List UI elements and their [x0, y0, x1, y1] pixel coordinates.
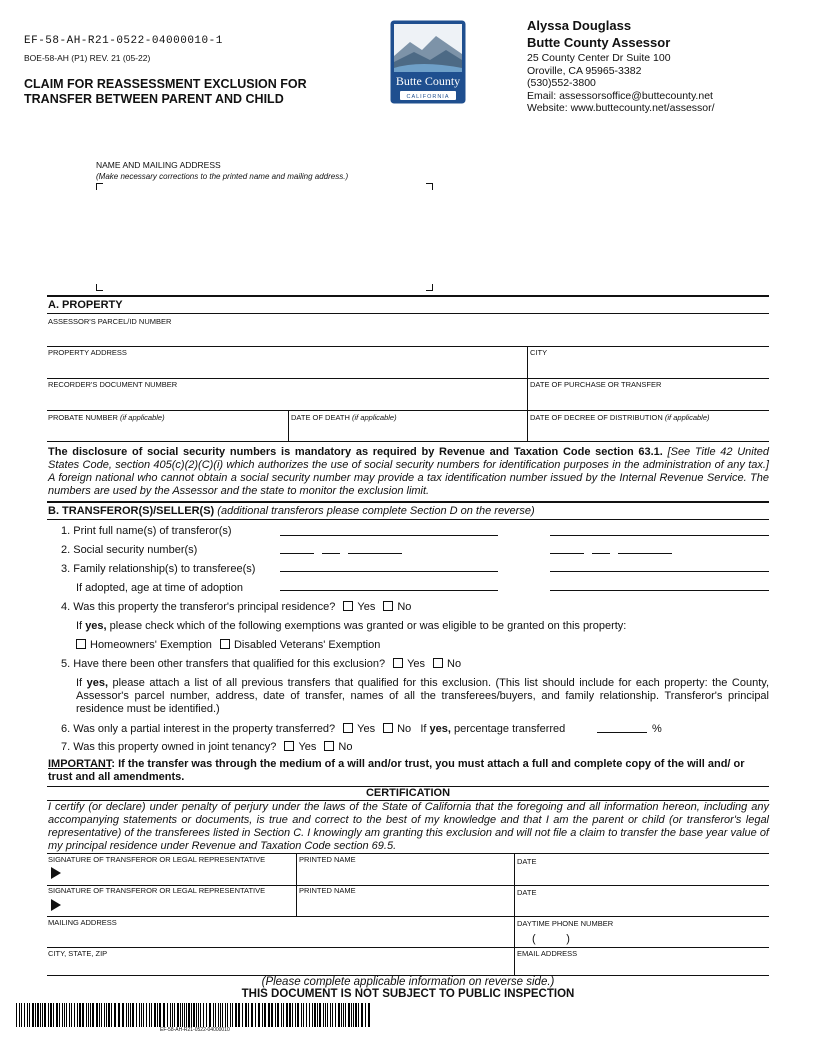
q7-yes-label: Yes: [298, 741, 317, 753]
question-4-followup: [76, 620, 626, 633]
probate-label-text: PROBATE NUMBER: [48, 413, 118, 422]
date-decree-note: (if applicable): [664, 413, 710, 422]
ssn-2-part-a[interactable]: [550, 553, 584, 554]
email-address-field[interactable]: [517, 958, 767, 974]
email-address-label: EMAIL ADDRESS: [517, 949, 578, 958]
question-3: 3. Family relationship(s) to transferee(s): [61, 563, 256, 575]
corner-mark-tr: [426, 183, 433, 190]
q6-yes-checkbox[interactable]: [343, 723, 353, 733]
date-purchase-label: DATE OF PURCHASE OR TRANSFER: [530, 380, 662, 389]
question-1: 1. Print full name(s) of transferor(s): [61, 525, 232, 537]
q6-yes-bold: yes,: [429, 723, 451, 735]
ssn-disclosure-bold: The disclosure of social security numbers is mandatory as required by Revenue and Taxation Code section 63.1.: [48, 446, 663, 458]
section-b-note: (additional transferors please complete Section D on the reverse): [214, 505, 535, 517]
ssn-2-part-c[interactable]: [618, 553, 672, 554]
printed-name-2-label: PRINTED NAME: [299, 886, 356, 895]
assessor-address2: Oroville, CA 95965-3382: [527, 64, 642, 77]
property-address-label: PROPERTY ADDRESS: [48, 348, 127, 357]
q4-no-checkbox[interactable]: [383, 601, 393, 611]
veterans-label: Disabled Veterans' Exemption: [233, 639, 381, 651]
signature-2-field[interactable]: [65, 896, 293, 915]
question-3b: If adopted, age at time of adoption: [76, 582, 243, 594]
rule: [47, 378, 769, 379]
important-label: IMPORTANT: [48, 758, 112, 770]
q6-if: If: [420, 723, 427, 735]
q4-no-label: No: [397, 601, 412, 613]
reverse-side-note: (Please complete applicable information on reverse side.): [261, 976, 555, 988]
section-b-title: [48, 505, 535, 517]
form-title-line2: TRANSFER BETWEEN PARENT AND CHILD: [24, 92, 284, 106]
ssn-disclosure: [48, 446, 769, 498]
ssn-1-part-b[interactable]: [322, 553, 340, 554]
date-2-field[interactable]: [517, 897, 767, 915]
county-logo: [390, 20, 466, 104]
rule: [47, 501, 769, 503]
document-code: EF-58-AH-R21-0522-04000010-1: [24, 35, 223, 47]
recorder-doc-label: RECORDER'S DOCUMENT NUMBER: [48, 380, 178, 389]
question-7-text: 7. Was this property owned in joint tenancy?: [61, 741, 277, 753]
phone-field[interactable]: ( ): [532, 933, 570, 945]
logo-text: Butte County: [395, 74, 461, 88]
rule: [527, 346, 528, 441]
certification-title: CERTIFICATION: [365, 787, 451, 799]
date-death-label: [291, 413, 397, 422]
question-7: [61, 741, 352, 754]
important-text: : If the transfer was through the medium of a will and/or trust, you must attach a full and complete copy of the will and/ or trust and all amendments.: [48, 758, 745, 783]
date-1-field[interactable]: [517, 866, 767, 884]
assessor-name: Alyssa Douglass: [527, 18, 632, 33]
rule: [514, 853, 515, 975]
question-6-text: 6. Was only a partial interest in the property transferred?: [61, 723, 336, 735]
city-state-zip-label: CITY, STATE, ZIP: [48, 949, 108, 958]
date-decree-label: [530, 413, 710, 422]
assessor-address1: 25 County Center Dr Suite 100: [527, 52, 671, 64]
rule: [47, 916, 769, 917]
q4-yes-label: Yes: [357, 601, 376, 613]
form-title-line1: CLAIM FOR REASSESSMENT EXCLUSION FOR: [24, 77, 307, 91]
mailing-address-label: MAILING ADDRESS: [48, 918, 117, 927]
mailing-address-field[interactable]: [50, 928, 510, 946]
signature-1-field[interactable]: [65, 864, 293, 884]
rule: [288, 410, 289, 441]
daytime-phone-label: DAYTIME PHONE NUMBER: [517, 919, 614, 928]
form-title: [24, 77, 307, 107]
ssn-1-part-a[interactable]: [280, 553, 314, 554]
date-2-label: DATE: [517, 888, 537, 897]
probate-note: (if applicable): [119, 413, 165, 422]
transferor-name-1-field[interactable]: [280, 535, 498, 536]
date-1-label: DATE: [517, 857, 537, 866]
important-note: [48, 758, 769, 784]
q5-if: If: [76, 677, 83, 689]
assessor-website[interactable]: Website: www.buttecounty.net/assessor/: [527, 102, 715, 114]
printed-name-1-label: PRINTED NAME: [299, 855, 356, 864]
q6-no-label: No: [397, 723, 412, 735]
mailing-hint: (Make necessary corrections to the printed name and mailing address.): [96, 172, 349, 181]
adoption-age-2-field[interactable]: [550, 590, 769, 591]
question-5-text: 5. Have there been other transfers that qualified for this exclusion?: [61, 658, 386, 670]
date-death-note: (if applicable): [351, 413, 397, 422]
section-a-title: A. PROPERTY: [48, 299, 123, 311]
rule: [47, 947, 769, 948]
city-label: CITY: [530, 348, 548, 357]
assessor-phone: (530)552-3800: [527, 77, 596, 89]
assessor-email[interactable]: Email: assessorsoffice@buttecounty.net: [527, 89, 713, 102]
rule: [47, 853, 769, 854]
assessor-title: Butte County Assessor: [527, 35, 671, 50]
ssn-disclosure-italic: [See Title 42 United States Code, section 405(c)(2)(C)(i) which authorizes the use of social security numbers for identification purposes in the administration of any tax.] A foreign national who cannot obtain a social security number may provide a tax identification number issued by the Internal Revenue Service. The numbers are used by the Assessor and the state to monitor the exclusion limit.: [48, 446, 770, 497]
signature-2-arrow-icon: [51, 899, 61, 911]
q6-yes-label: Yes: [357, 723, 376, 735]
corner-mark-bl: [96, 284, 103, 291]
q5-yes-bold: yes,: [86, 677, 109, 689]
homeowners-checkbox[interactable]: [76, 639, 86, 649]
logo-subtext: CALIFORNIA: [406, 94, 450, 100]
q4-if: If: [76, 620, 83, 632]
relationship-1-field[interactable]: [280, 571, 498, 572]
q6-no-checkbox[interactable]: [383, 723, 393, 733]
signature-2-label: SIGNATURE OF TRANSFEROR OR LEGAL REPRESENTATIVE: [48, 886, 266, 895]
corner-mark-br: [426, 284, 433, 291]
not-public-notice: THIS DOCUMENT IS NOT SUBJECT TO PUBLIC INSPECTION: [241, 988, 575, 1000]
rule: [47, 313, 769, 314]
printed-name-1-field[interactable]: [299, 864, 511, 884]
parcel-label: ASSESSOR'S PARCEL/ID NUMBER: [48, 317, 172, 326]
q5-yes-label: Yes: [407, 658, 426, 670]
transferor-name-2-field[interactable]: [550, 535, 769, 536]
q5-no-checkbox[interactable]: [433, 658, 443, 668]
q4-yes-checkbox[interactable]: [343, 601, 353, 611]
date-death-label-text: DATE OF DEATH: [291, 413, 350, 422]
homeowners-label: Homeowners' Exemption: [90, 639, 212, 651]
barcode: [16, 1003, 372, 1027]
q6-rest: percentage transferred: [450, 723, 566, 735]
question-2: 2. Social security number(s): [61, 544, 198, 556]
relationship-2-field[interactable]: [550, 571, 769, 572]
exemption-options: [68, 639, 380, 652]
probate-label: [48, 413, 165, 422]
corner-mark-tl: [96, 183, 103, 190]
adoption-age-1-field[interactable]: [280, 590, 498, 591]
question-4-text: 4. Was this property the transferor's principal residence?: [61, 601, 336, 613]
q5-no-label: No: [447, 658, 462, 670]
question-4: [61, 601, 411, 614]
rule: [47, 441, 769, 442]
q7-no-checkbox[interactable]: [324, 741, 334, 751]
rule: [47, 519, 769, 520]
ssn-2-part-b[interactable]: [592, 553, 610, 554]
section-b-title-text: B. TRANSFEROR(S)/SELLER(S): [48, 505, 215, 517]
q4-yes-bold: yes,: [85, 620, 107, 632]
signature-1-arrow-icon: [51, 867, 61, 879]
question-5: [61, 658, 461, 671]
form-revision: BOE-58-AH (P1) REV. 21 (05-22): [24, 53, 151, 63]
question-5-followup: [76, 677, 769, 716]
q4-rest: please check which of the following exemptions was granted or was eligible to be granted on this property:: [106, 620, 627, 632]
rule: [47, 410, 769, 411]
percentage-field[interactable]: [597, 732, 647, 733]
date-decree-label-text: DATE OF DECREE OF DISTRIBUTION: [530, 413, 663, 422]
q5-yes-checkbox[interactable]: [393, 658, 403, 668]
signature-1-label: SIGNATURE OF TRANSFEROR OR LEGAL REPRESENTATIVE: [48, 855, 266, 864]
mailing-label: NAME AND MAILING ADDRESS: [96, 160, 221, 170]
q7-yes-checkbox[interactable]: [284, 741, 294, 751]
rule: [47, 346, 769, 347]
percent-sign: %: [652, 723, 662, 735]
section-a-rule: [47, 295, 769, 297]
q5-rest: please attach a list of all previous transfers that qualified for this exclusion. (This list should include for each property: the County, Assessor's parcel number, address, date of transfer, names of all the transferees/buyers, and family relationship. Transferor's principal residence must be identified.): [76, 677, 769, 715]
veterans-checkbox[interactable]: [220, 639, 230, 649]
city-state-zip-field[interactable]: [50, 958, 510, 974]
q7-no-label: No: [338, 741, 353, 753]
assessor-block: [527, 17, 715, 115]
printed-name-2-field[interactable]: [299, 896, 511, 915]
ssn-1-part-c[interactable]: [348, 553, 402, 554]
certification-text: I certify (or declare) under penalty of perjury under the laws of the State of California that the foregoing and all information hereon, including any accompanying statements or documents, is true and correct to the best of my knowledge and that I am the parent or child (or transferor's legal representative) of the transferees listed in Section C. I knowingly am granting this exclusion and will not file a claim to transfer the base year value of my principal residence under Revenue and Taxation Code section 69.5.: [48, 801, 769, 852]
question-6: [61, 723, 565, 736]
barcode-text: EF-58-AH-R21-0522-04000010: [160, 1027, 230, 1033]
